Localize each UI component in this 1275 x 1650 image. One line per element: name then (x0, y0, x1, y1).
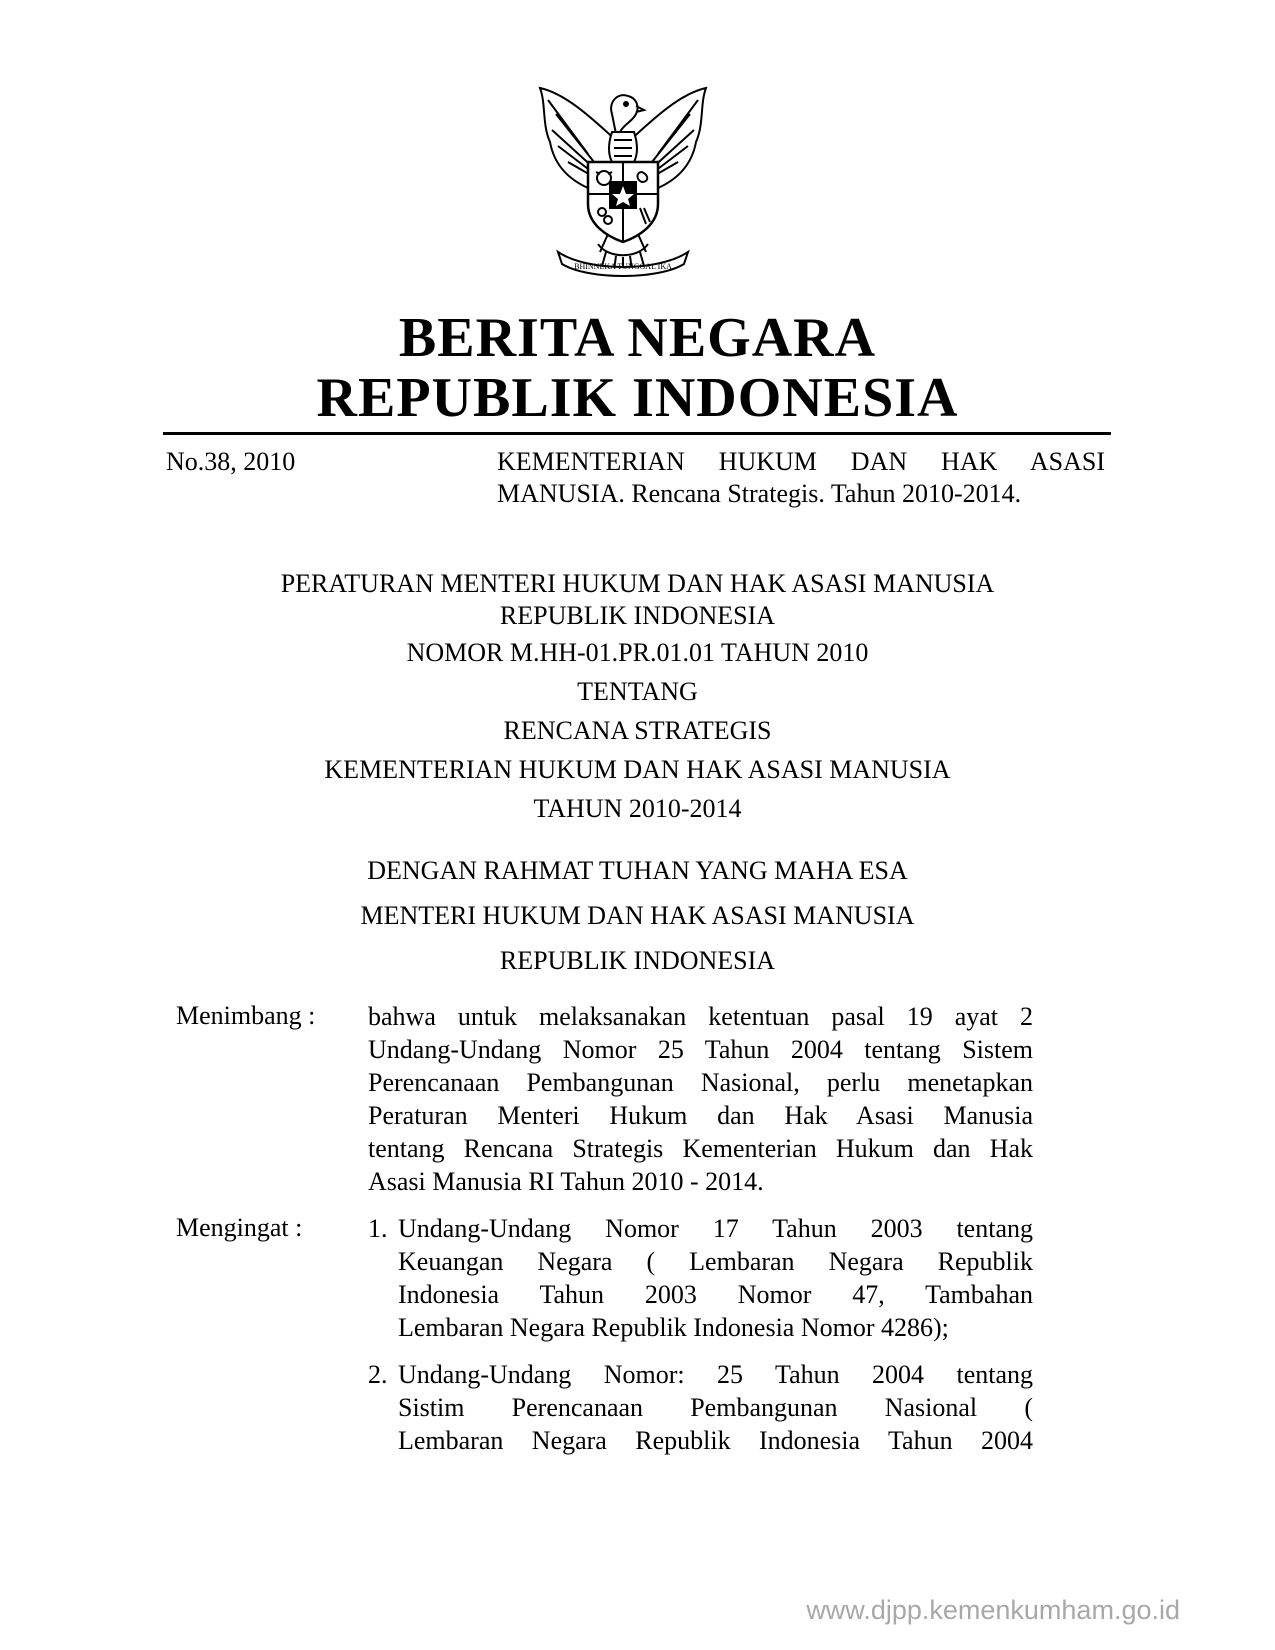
watermark-url: www.djpp.kemenkumham.go.id (806, 1595, 1180, 1625)
opening-line: REPUBLIK INDONESIA (499, 946, 776, 975)
garuda-pancasila-icon (528, 84, 718, 284)
menimbang-line: Undang-Undang Nomor 25 Tahun 2004 tentang Sistem (368, 1035, 1033, 1064)
opening-line: DENGAN RAHMAT TUHAN YANG MAHA ESA (367, 856, 908, 885)
masthead-subtitle: REPUBLIK INDONESIA (316, 367, 959, 429)
regulation-title-line: PERATURAN MENTERI HUKUM DAN HAK ASASI MANUSIA (280, 569, 995, 598)
mengingat-label: Mengingat : (176, 1213, 303, 1242)
mengingat-item (368, 1212, 1033, 1344)
issue-subject-line: KEMENTERIAN HUKUM DAN HAK ASASI (497, 447, 1105, 476)
mengingat-item-line: Lembaran Negara Republik Indonesia Tahun 2004 (398, 1426, 1033, 1455)
masthead-rule (163, 432, 1111, 435)
regulation-number: NOMOR M.HH-01.PR.01.01 TAHUN 2010 (406, 638, 869, 667)
opening-line: MENTERI HUKUM DAN HAK ASASI MANUSIA (360, 901, 915, 930)
regulation-title-line: REPUBLIK INDONESIA (499, 601, 776, 630)
mengingat-item (368, 1358, 1033, 1457)
menimbang-line: tentang Rencana Strategis Kementerian Hukum dan Hak (368, 1134, 1033, 1163)
mengingat-item-line: Undang-Undang Nomor 17 Tahun 2003 tentang (398, 1214, 1033, 1243)
menimbang-line: bahwa untuk melaksanakan ketentuan pasal 19 ayat 2 (368, 1002, 1033, 1031)
regulation-title-line: TENTANG (577, 677, 698, 706)
mengingat-item-line: Sistim Perencanaan Pembangunan Nasional ( (398, 1393, 1033, 1422)
mengingat-item-line: Indonesia Tahun 2003 Nomor 47, Tambahan (398, 1280, 1033, 1309)
menimbang-body (368, 1000, 1033, 1198)
regulation-title (160, 568, 1115, 825)
mengingat-item-number: 2. (368, 1360, 388, 1389)
mengingat-item-line: Lembaran Negara Republik Indonesia Nomor 4286); (398, 1313, 949, 1342)
regulation-title-line: TAHUN 2010-2014 (533, 794, 742, 823)
mengingat-item-number: 1. (368, 1214, 388, 1243)
menimbang-line: Perencanaan Pembangunan Nasional, perlu menetapkan (368, 1068, 1033, 1097)
issue-subject-line: MANUSIA. Rencana Strategis. Tahun 2010-2014. (497, 479, 1022, 508)
issue-number: No.38, 2010 (166, 447, 296, 476)
mengingat-item-line: Undang-Undang Nomor: 25 Tahun 2004 tentang (398, 1360, 1033, 1389)
menimbang-line: Peraturan Menteri Hukum dan Hak Asasi Manusia (368, 1101, 1033, 1130)
issue-subject (497, 446, 1105, 510)
masthead-title: BERITA NEGARA (398, 307, 877, 369)
menimbang-label: Menimbang : (176, 1001, 316, 1030)
menimbang-line: Asasi Manusia RI Tahun 2010 - 2014. (368, 1167, 764, 1196)
emblem-motto: BHINNEKA TUNGGAL IKA (574, 262, 672, 271)
regulation-title-line: KEMENTERIAN HUKUM DAN HAK ASASI MANUSIA (324, 755, 951, 784)
opening-formula (160, 855, 1115, 990)
regulation-title-line: RENCANA STRATEGIS (503, 716, 772, 745)
mengingat-item-line: Keuangan Negara ( Lembaran Negara Republik (398, 1247, 1033, 1276)
